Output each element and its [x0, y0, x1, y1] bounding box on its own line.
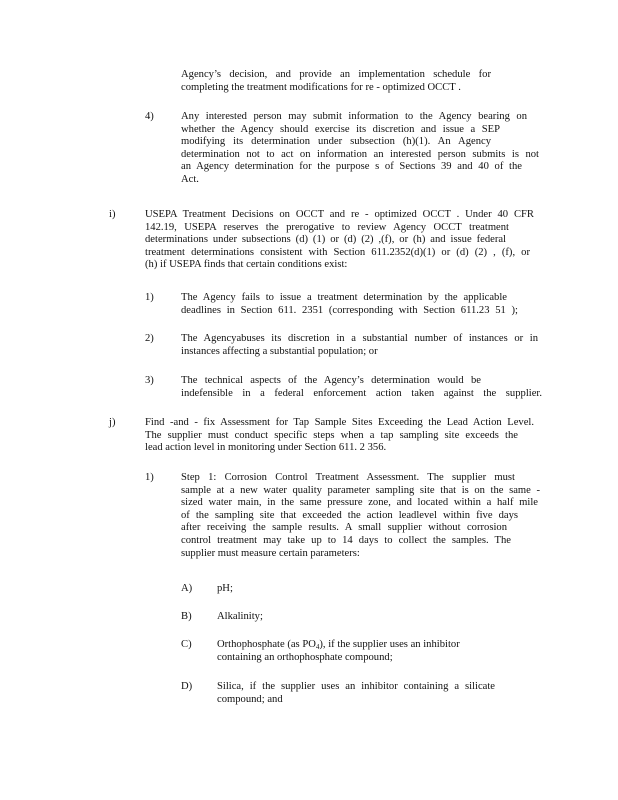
item-label-D: D) — [181, 681, 193, 692]
text-line: of the sampling site that exceeded the action leadlevel within five days — [181, 509, 518, 521]
paragraph-D — [217, 681, 497, 706]
text-line: The Agency fails to issue a treatment determination by the applicable — [181, 292, 507, 303]
text-fragment: ), if the supplier uses an inhibitor — [319, 639, 460, 650]
paragraph-B — [217, 611, 263, 624]
paragraph-j-1 — [181, 472, 541, 560]
item-label-i-2: 2) — [145, 333, 154, 344]
item-label-A: A) — [181, 583, 193, 594]
text-line: The supplier must conduct specific steps when a tap sampling site exceeds the — [145, 429, 518, 441]
text-line: completing the treatment modifications for re - optimized OCCT . — [181, 81, 461, 93]
text-line: deadlines in Section 611. 2351 (corresponding with Section 611.23 51 ); — [181, 304, 518, 316]
paragraph-C — [217, 639, 507, 664]
text-line: (h) if USEPA finds that certain conditions exist: — [145, 259, 348, 271]
text-line: Silica, if the supplier uses an inhibitor containing a silicate — [217, 681, 495, 692]
text-line: sample at a new water quality parameter sampling site that is on the same - — [181, 484, 540, 496]
paragraph-continuation — [181, 69, 491, 94]
item-label-j: j) — [109, 417, 116, 428]
paragraph-A — [217, 583, 233, 596]
text-line: an Agency determination for the purpose s of Sections 39 and 40 of the — [181, 161, 522, 173]
text-line: Alkalinity; — [217, 611, 263, 622]
text-line: compound; and — [217, 693, 283, 705]
text-line: indefensible in a federal enforcement action taken against the supplier. — [181, 387, 542, 399]
text-line: lead action level in monitoring under Section 611. 2 356. — [145, 442, 387, 454]
item-label-i: i) — [109, 209, 116, 220]
item-label-C: C) — [181, 639, 192, 650]
text-line: USEPA Treatment Decisions on OCCT and re - optimized OCCT . Under 40 CFR — [145, 209, 534, 220]
paragraph-i-3 — [181, 375, 543, 400]
paragraph-i — [145, 209, 535, 272]
text-line: pH; — [217, 583, 233, 594]
text-line: determinations under subsections (d) (1) or (d) (2) ,(f), or (h) and issue federal — [145, 234, 506, 246]
item-label-j-1: 1) — [145, 472, 154, 483]
subscript: 4 — [315, 643, 320, 651]
paragraph-j — [145, 417, 535, 455]
text-line: Any interested person may submit information to the Agency bearing on — [181, 111, 527, 122]
text-line: The technical aspects of the Agency’s determination would be — [181, 375, 481, 386]
item-label-4: 4) — [145, 111, 154, 122]
text-line: determination not to act on information an interested person submits is not — [181, 148, 539, 160]
text-line: control treatment may take up to 14 days to collect the samples. The — [181, 534, 511, 546]
item-label-i-1: 1) — [145, 292, 154, 303]
text-line: Step 1: Corrosion Control Treatment Assessment. The supplier must — [181, 472, 515, 483]
text-line: 142.19, USEPA reserves the prerogative to review Agency OCCT treatment — [145, 221, 509, 233]
text-line: treatment determinations consistent with Section 611.2352(d)(1) or (d) (2) , (f), or — [145, 246, 530, 258]
text-line: whether the Agency should exercise its discretion and issue a SEP — [181, 123, 500, 135]
text-line: Agency’s decision, and provide an implementation schedule for — [181, 69, 491, 80]
paragraph-i-1 — [181, 292, 521, 317]
text-line: modifying its determination under subsection (h)(1). An Agency — [181, 136, 491, 148]
text-line: The Agencyabuses its discretion in a substantial number of instances or in — [181, 333, 538, 344]
item-label-B: B) — [181, 611, 192, 622]
text-line: containing an orthophosphate compound; — [217, 651, 393, 663]
text-line: after receiving the sample results. A small supplier without corrosion — [181, 522, 507, 534]
text-line: sized water main, in the same pressure zone, and located within a half mile — [181, 497, 538, 509]
text-line: Act. — [181, 173, 199, 185]
text-line — [217, 639, 507, 652]
text-line: Find -and - fix Assessment for Tap Sample Sites Exceeding the Lead Action Level. — [145, 417, 534, 428]
paragraph-i-2 — [181, 333, 539, 358]
text-line: supplier must measure certain parameters: — [181, 547, 360, 559]
paragraph-4 — [181, 111, 539, 187]
text-line: instances affecting a substantial population; or — [181, 345, 378, 357]
item-label-i-3: 3) — [145, 375, 154, 386]
text-fragment: Orthophosphate (as PO — [217, 639, 316, 650]
